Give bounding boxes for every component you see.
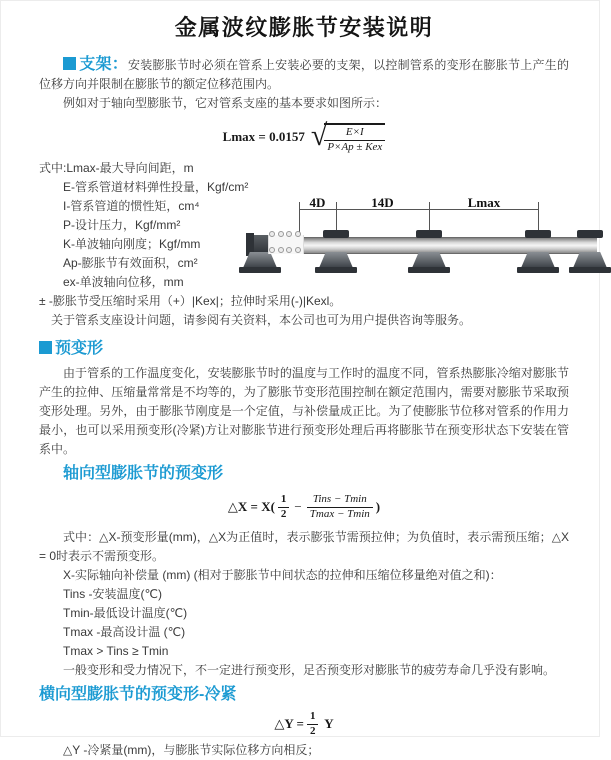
lateral-subsection-header: 横向型膨胀节的预变形-冷紧 — [39, 686, 237, 703]
dimension-label-lmax: Lmax — [467, 195, 501, 210]
definition-line: K-单波轴向刚度；Kgf/mm — [63, 237, 201, 251]
dimension-label-14d: 14D — [371, 195, 394, 210]
formula-lmax-lhs: Lmax = 0.0157 — [222, 129, 305, 144]
definition-note-service: 关于管系支座设计问题，请参阅有关资料，本公司也可为用户提供咨询等服务。 — [51, 313, 472, 327]
section-zhijia-example: 例如对于轴向型膨胀节，它对管系支座的基本要求如图所示： — [63, 96, 388, 110]
section-yubianxing-header — [39, 338, 569, 360]
guide-support-baseplate — [315, 267, 357, 273]
guide-support-saddle — [525, 230, 551, 238]
axial-x-definition: X-实际轴向补偿量 (mm) (相对于膨胀节中间状态的拉伸和压缩位移量绝对值之和)： — [63, 568, 502, 582]
section-yubianxing-body: 由于管系的工作温度变化，安装膨胀节时的温度与工作时的温度不同，管系热膨胀冷缩对膨胀节产生的拉伸、压缩量常常是不均等的，为了膨胀节变形范围控制在额定范围内，需要对膨胀节采取预变形处理。另外，由于膨胀节刚度是一个定值，与补偿量成正比。为了使膨胀节位移对管系的作用力最小，也可以采用预变形(冷紧)方让对膨胀节进行预变形处理后再将膨胀节在预变形状态下安装在管系中。 — [39, 366, 569, 456]
guide-support-baseplate — [569, 267, 611, 273]
formula-lateral-lhs: △Y = — [274, 716, 304, 731]
definition-note-kex: ± -膨胀节受压缩时采用（+）|Kex|；拉伸时采用(-)|Kexl。 — [39, 294, 342, 308]
axial-temperature-relation: Tmax > Tins ≥ Tmin — [63, 644, 169, 658]
guide-support-pedestal — [319, 252, 353, 268]
definition-line: Ap-膨胀节有效面积，cm² — [63, 256, 198, 270]
formula-axial-rhs: ) — [375, 499, 381, 514]
guide-support-saddle — [577, 230, 603, 238]
guide-support-baseplate — [408, 267, 450, 273]
bellows-coils-top — [269, 231, 301, 237]
section-square-icon — [63, 57, 76, 70]
definition-line: E-管系管道材料弹性投量，Kgf/cm² — [63, 180, 249, 194]
section-zhijia-label: 支架： — [79, 56, 129, 73]
guide-support-pedestal — [412, 252, 446, 268]
radical-sign-icon: √ — [310, 119, 328, 153]
section-zhijia-paragraph — [39, 55, 569, 94]
lateral-note: △Y -冷紧量(mm)，与膨胀节实际位移方向相反； — [63, 743, 320, 757]
axial-explanation: 式中：△X-预变形量(mm)，△X为正值时，表示膨张节需预拉伸；为负值时，表示需预压缩；△X = 0时表示不需预变形。 — [39, 530, 569, 563]
guide-support-baseplate — [517, 267, 559, 273]
guide-support-saddle — [416, 230, 442, 238]
section-zhijia-text: 安装膨胀节时必须在管系上安装必要的支架，以控制管系的变形在膨胀节上产生的位移方向并限制在膨胀节的额定位移范围内。 — [39, 58, 569, 91]
definition-line: ex-单波轴向位移，mm — [63, 275, 184, 289]
formula-lateral — [39, 709, 569, 739]
half-fraction: $\frac{1}{2}$ — [278, 493, 290, 520]
guide-support-pedestal — [521, 252, 555, 268]
axial-remark: 一般变形和受力情况下，不一定进行预变形，足否预变形对膨胀节的疲劳寿命几乎没有影响。 — [63, 663, 556, 677]
formula-lmax-numerator: E×I — [324, 126, 385, 140]
definition-line: P-设计压力，Kgf/mm² — [63, 218, 181, 232]
axial-tins-definition: Tins -安装温度(℃) — [63, 587, 163, 601]
definition-line: 式中:Lmax-最大导向间距，m — [39, 161, 194, 175]
formula-lateral-rhs: Y — [321, 716, 334, 731]
section-yubianxing-label: 预变形 — [55, 340, 104, 357]
anchor-baseplate — [239, 267, 281, 273]
axial-tmin-definition: Tmin-最低设计温度(℃) — [63, 606, 188, 620]
formula-axial-lhs: △X = X( — [227, 499, 275, 514]
fixed-anchor-flange — [254, 235, 268, 254]
minus-operator: − — [294, 499, 302, 514]
guide-support-saddle — [323, 230, 349, 238]
guide-support-pedestal — [573, 252, 607, 268]
bellows-coils-bottom — [269, 247, 301, 253]
axial-subsection-header: 轴向型膨胀节的预变形 — [63, 465, 224, 482]
formula-lmax — [39, 119, 569, 155]
formula-axial — [39, 490, 569, 524]
formula-lmax-denominator: P×Ap ± Kex — [327, 140, 383, 153]
pipe-support-diagram — [244, 195, 599, 290]
dimension-label-4d: 4D — [309, 195, 326, 210]
temperature-fraction: $\frac{\text{Tins − Tmin}}{Tmax - Tmin}$ — [307, 493, 373, 520]
page-title: 金属波纹膨胀节安装说明 — [174, 15, 434, 40]
half-fraction: $\frac{1}{2}$ — [307, 710, 319, 737]
section-square-icon — [39, 341, 52, 354]
axial-tmax-definition: Tmax -最高设计温 (℃) — [63, 625, 186, 639]
sqrt-radical — [311, 120, 385, 153]
definition-line: I-管系管道的惯性矩，cm⁴ — [63, 199, 200, 213]
